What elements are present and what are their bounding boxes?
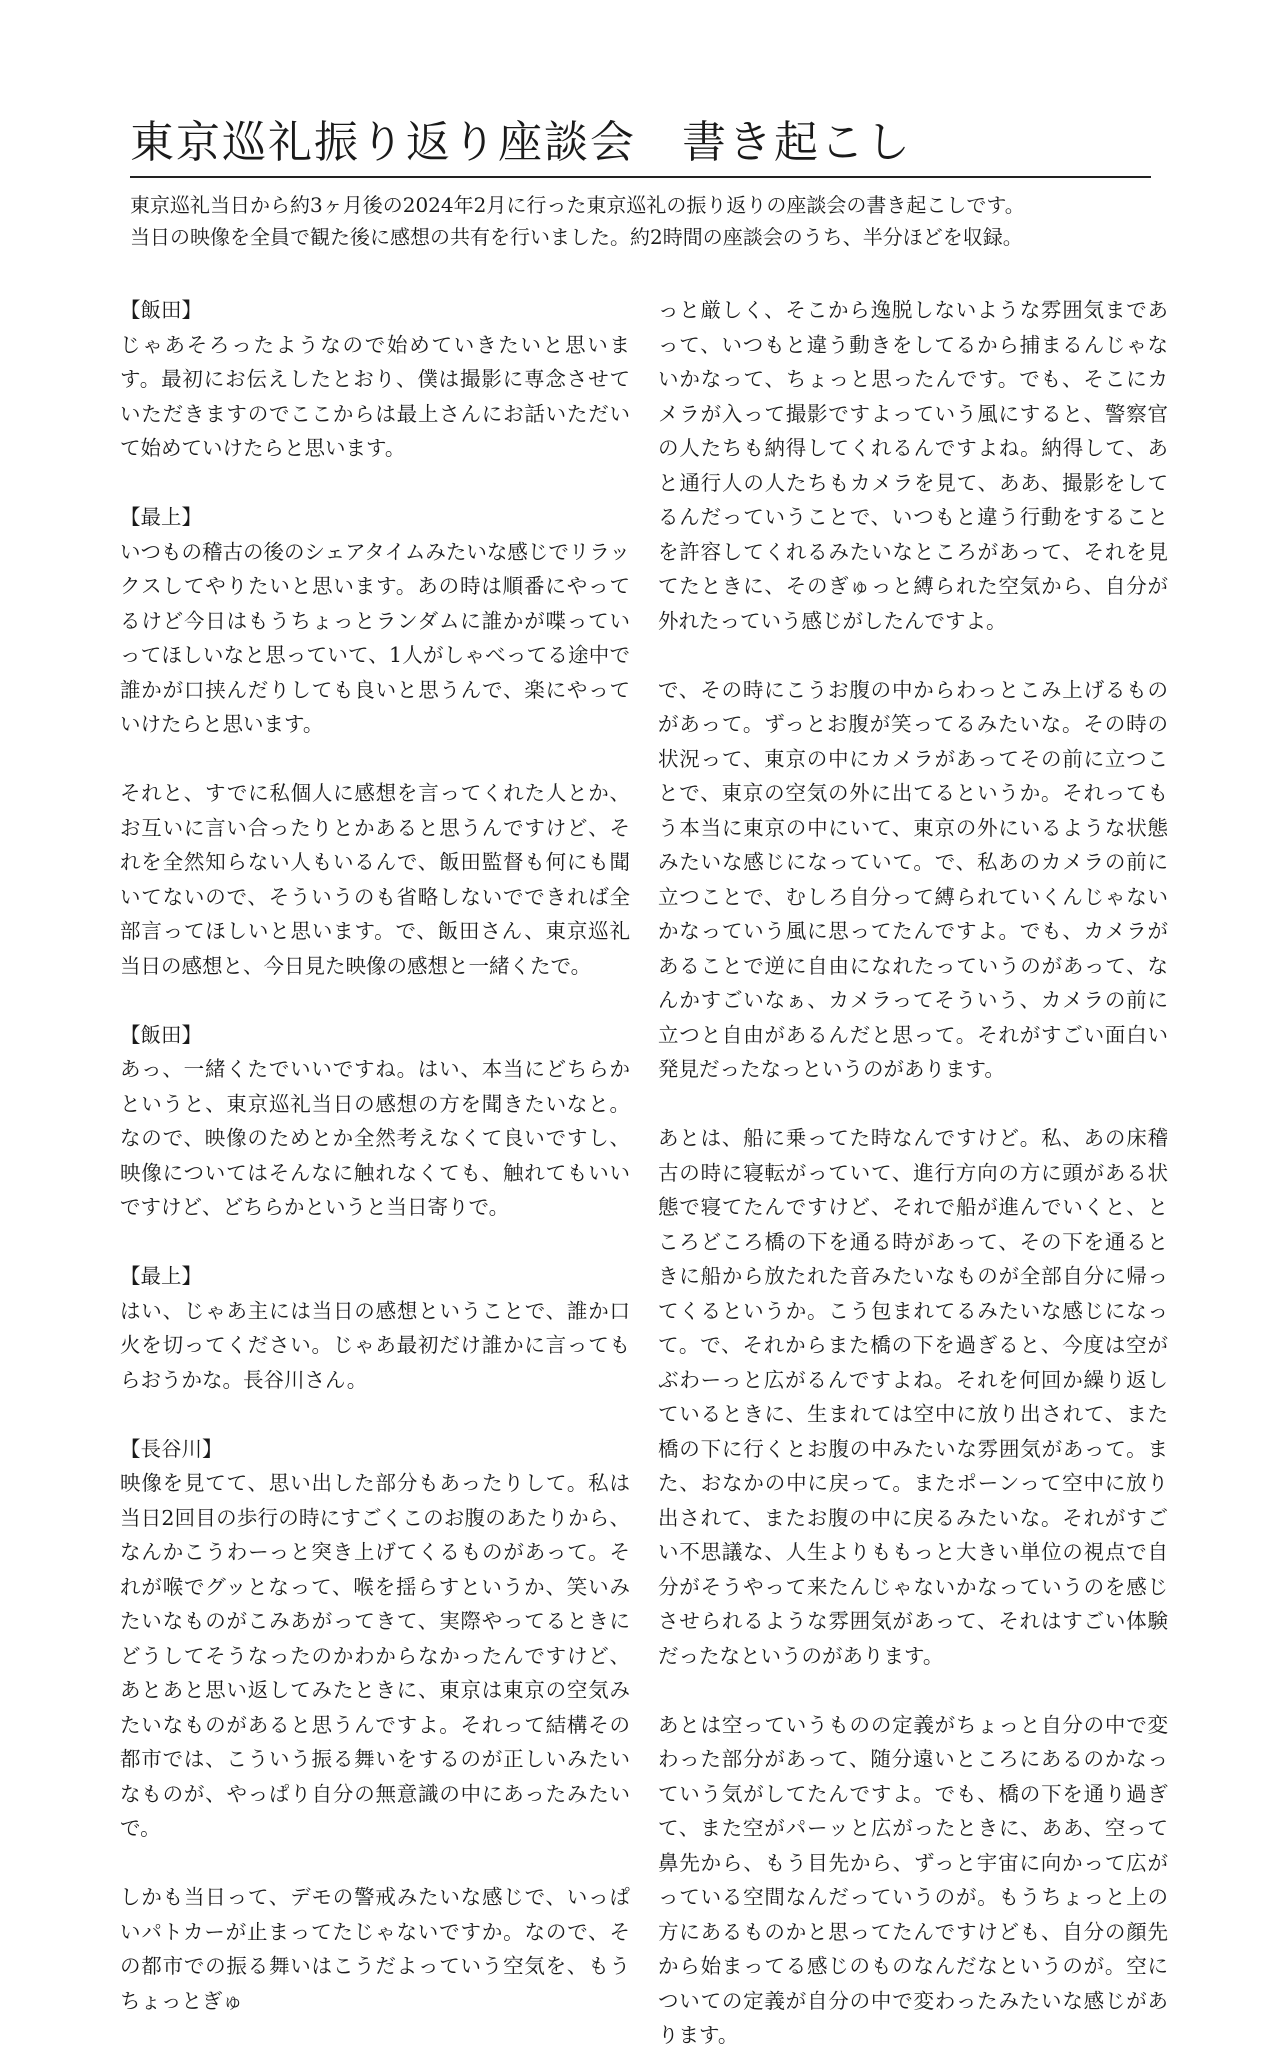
paragraph: で、その時にこうお腹の中からわっとこみ上げるものがあって。ずっとお腹が笑ってるみたいな。その時の状況って、東京の中にカメラがあってその前に立つことで、東京の空気の外に出てるというか。それってもう本当に東京の中にいて、東京の外にいるような状態みたいな感じになっていて。で、私あのカメラの前に立つことで、むしろ自分って縛られていくんじゃないかなっていう風に思ってたんですよ。でも、カメラがあることで逆に自由になれたっていうのがあって、なんかすごいなぁ、カメラってそういう、カメラの前に立つと自由があるんだと思って。それがすごい面白い発見だったなっというのがあります。 [658,677,1168,1081]
paragraph: しかも当日って、デモの警戒みたいな感じで、いっぱいパトカーが止まってたじゃないですか。なので、その都市での振る舞いはこうだよっていう空気を、もうちょっとぎゅ [120,1885,630,2013]
page-title: 東京巡礼振り返り座談会 書き起こし [130,117,912,168]
paragraph: 映像を見てて、思い出した部分もあったりして。私は当日2回目の歩行の時にすごくこのお腹のあたりから、なんかこうわーっと突き上げてくるものがあって。それが喉でグッとなって、喉を揺らすというか、笑いみたいなものがこみあがってきて、実際やってるときにどうしてそうなったのかわからなかったんですけど、あとあと思い返してみたときに、東京は東京の空気みたいなものがあると思うんですよ。それって結構その都市では、こういう振る舞いをするのが正しいみたいなものが、やっぱり自分の無意識の中にあったみたいで。 [120,1471,630,1840]
intro-line: 当日の映像を全員で観た後に感想の共有を行いました。約2時間の座談会のうち、半分ほどを収録。 [130,225,1023,249]
right-column [658,293,1168,2053]
title-divider [130,176,1151,178]
intro-line: 東京巡礼当日から約3ヶ月後の2024年2月に行った東京巡礼の振り返りの座談会の書き起こしです。 [130,193,1025,217]
speaker-label: 【飯田】 [120,298,202,322]
paragraph: いつもの稽古の後のシェアタイムみたいな感じでリラックスしてやりたいと思います。あの時は順番にやってるけど今日はもうちょっとランダムに誰かが喋っていってほしいなと思っていて、1人がしゃべってる途中で誰かが口挟んだりしても良いと思うんで、楽にやっていけたらと思います。 [120,539,630,736]
paragraph: じゃあそろったようなので始めていきたいと思います。最初にお伝えしたとおり、僕は撮影に専念させていただきますのでここからは最上さんにお話いただいて始めていけたらと思います。 [120,332,630,460]
paragraph: はい、じゃあ主には当日の感想ということで、誰か口火を切ってください。じゃあ最初だけ誰かに言ってもらおうかな。長谷川さん。 [120,1298,630,1392]
speaker-label: 【長谷川】 [120,1436,223,1461]
intro [130,189,1170,253]
speaker-label: 【最上】 [120,505,202,529]
speaker-label: 【最上】 [120,1264,202,1288]
paragraph: あっ、一緒くたでいいですね。はい、本当にどちらかというと、東京巡礼当日の感想の方を聞きたいなと。なので、映像のためとか全然考えなくて良いですし、映像についてはそんなに触れなくても、触れてもいいですけど、どちらかというと当日寄りで。 [120,1057,630,1219]
speaker-label: 【飯田】 [120,1022,202,1047]
left-column [120,293,630,2018]
paragraph: それと、すでに私個人に感想を言ってくれた人とか、お互いに言い合ったりとかあると思うんですけど、それを全然知らない人もいるんで、飯田監督も何にも聞いてないので、そういうのも省略しないでできれば全部言ってほしいと思います。で、飯田さん、東京巡礼当日の感想と、今日見た映像の感想と一緒くたで。 [120,781,630,978]
paragraph: っと厳しく、そこから逸脱しないような雰囲気まであって、いつもと違う動きをしてるから捕まるんじゃないかなって、ちょっと思ったんです。でも、そこにカメラが入って撮影ですよっていう風にすると、警察官の人たちも納得してくれるんですよね。納得して、あと通行人の人たちもカメラを見て、ああ、撮影をしてるんだっていうことで、いつもと違う行動をすることを許容してくれるみたいなところがあって、それを見てたときに、そのぎゅっと縛られた空気から、自分が外れたっていう感じがしたんですよ。 [658,298,1168,633]
paragraph: あとは、船に乗ってた時なんですけど。私、あの床稽古の時に寝転がっていて、進行方向の方に頭がある状態で寝てたんですけど、それで船が進んでいくと、ところどころ橋の下を通る時があって、その下を通るときに船から放たれた音みたいなものが全部自分に帰ってくるというか。こう包まれてるみたいな感じになって。で、それからまた橋の下を過ぎると、今度は空がぶわーっと広がるんですよね。それを何回か繰り返しているときに、生まれては空中に放り出されて、また橋の下に行くとお腹の中みたいな雰囲気があって。また、おなかの中に戻って。またポーンって空中に放り出されて、またお腹の中に戻るみたいな。それがすごい不思議な、人生よりももっと大きい単位の視点で自分がそうやって来たんじゃないかなっていうのを感じさせられるような雰囲気があって、それはすごい体験だったなというのがあります。 [658,1126,1168,1668]
paragraph: あとは空っていうものの定義がちょっと自分の中で変わった部分があって、随分遠いところにあるのかなっていう気がしてたんですよ。でも、橋の下を通り過ぎて、また空がパーッと広がったときに、ああ、空って鼻先から、もう目先から、ずっと宇宙に向かって広がっている空間なんだっていうのが。もうちょっと上の方にあるものかと思ってたんですけども、自分の顔先から始まってる感じのものなんだなというのが。空についての定義が自分の中で変わったみたいな感じがあります。 [658,1712,1168,2047]
